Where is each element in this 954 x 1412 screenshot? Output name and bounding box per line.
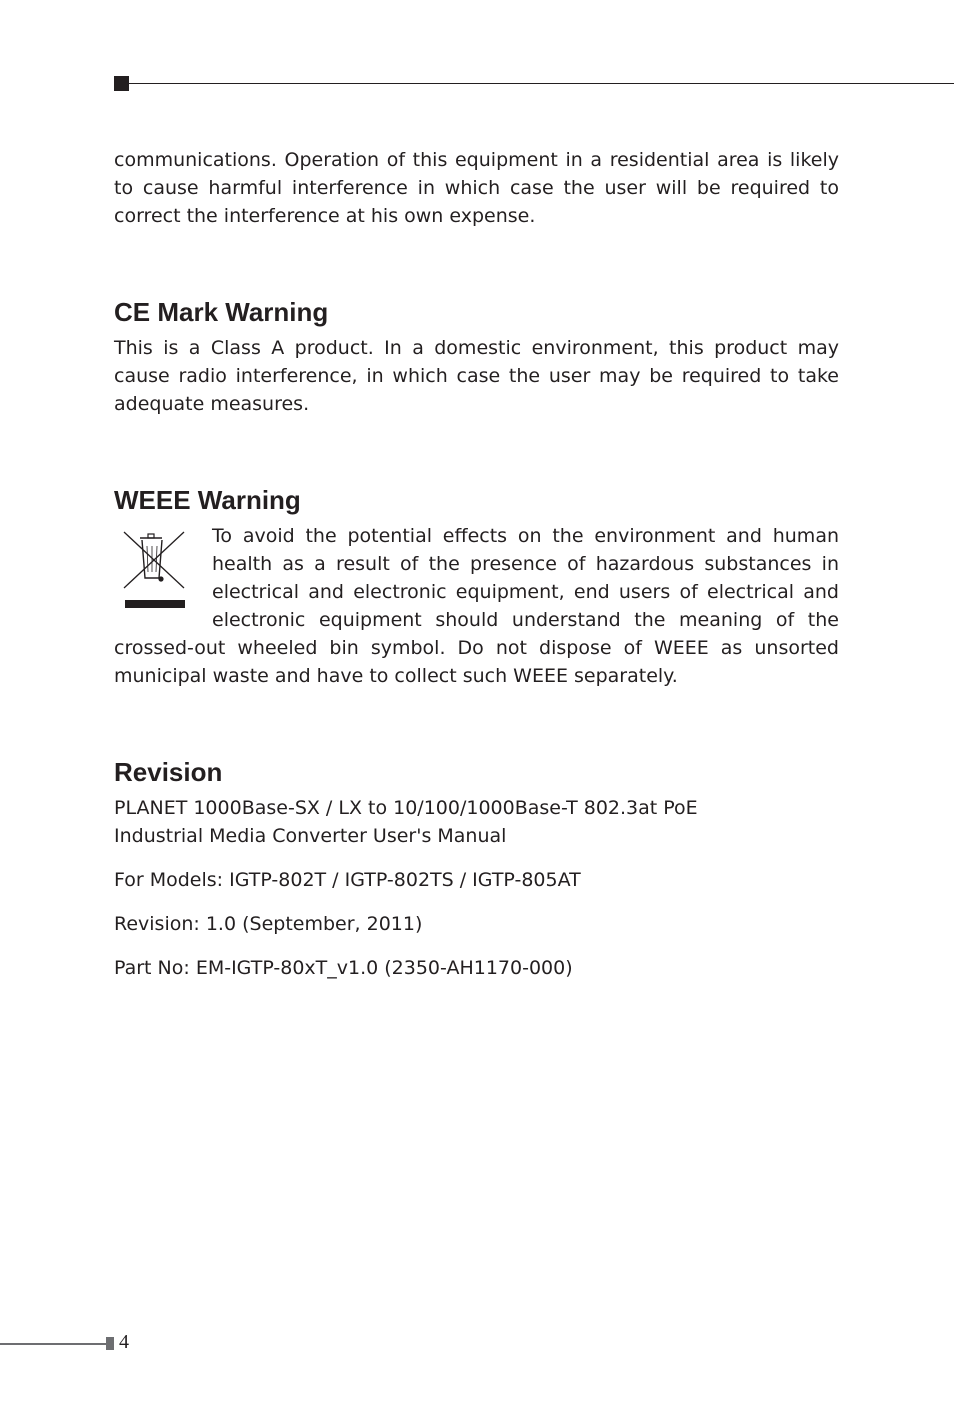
- revision-part-number: Part No: EM-IGTP-80xT_v1.0 (2350-AH1170-000): [114, 957, 573, 979]
- ce-mark-heading: CE Mark Warning: [114, 297, 329, 327]
- footer-rule: [0, 1343, 106, 1345]
- revision-title-line-1: PLANET 1000Base-SX / LX to 10/100/1000Base-T 802.3at PoE: [114, 797, 698, 819]
- revision-title: [114, 794, 839, 850]
- crossed-out-wheeled-bin-icon: [114, 524, 194, 610]
- revision-title-line-2: Industrial Media Converter User's Manual: [114, 825, 507, 847]
- footer-square-mark: [106, 1337, 114, 1350]
- header-rule: [129, 83, 954, 84]
- page-number: 4: [119, 1331, 129, 1353]
- revision-number: Revision: 1.0 (September, 2011): [114, 913, 423, 935]
- ce-mark-paragraph: This is a Class A product. In a domestic environment, this product may cause radio interference, in which case the user may be required to take adequate measures.: [114, 337, 839, 415]
- weee-section: [114, 522, 839, 690]
- header-square-mark: [114, 76, 129, 91]
- fcc-continuation-paragraph: communications. Operation of this equipment in a residential area is likely to cause harmful interference in which case the user will be required to correct the interference at his own expense.: [114, 149, 839, 227]
- page-content: [114, 146, 839, 982]
- revision-models: For Models: IGTP-802T / IGTP-802TS / IGTP-805AT: [114, 869, 581, 891]
- weee-heading: WEEE Warning: [114, 485, 301, 515]
- weee-paragraph: To avoid the potential effects on the environment and human health as a result of the presence of hazardous substances in electrical and electronic equipment, end users of electrical and electronic equipment should understand the meaning of the crossed-out wheeled bin symbol. Do not dispose of WEEE as unsorted municipal waste and have to collect such WEEE separately.: [114, 525, 839, 687]
- revision-heading: Revision: [114, 757, 223, 787]
